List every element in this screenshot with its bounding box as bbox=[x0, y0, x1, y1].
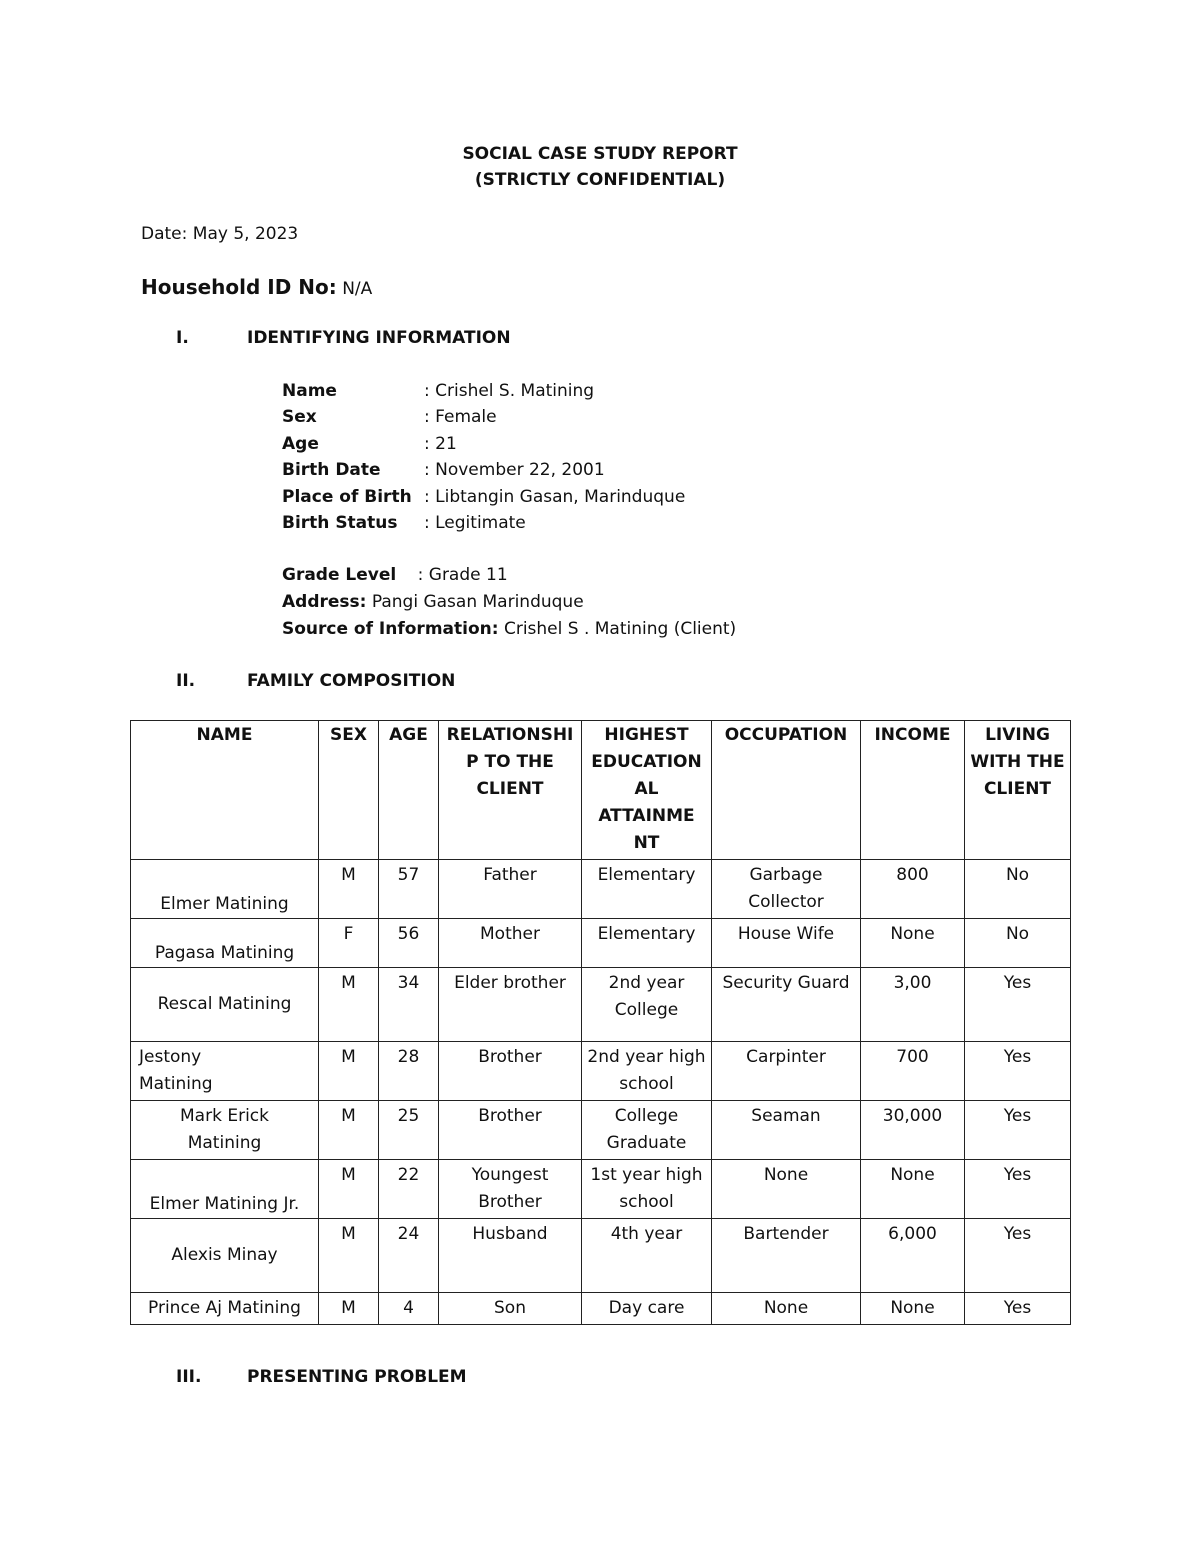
member-income: 30,000 bbox=[861, 1101, 965, 1160]
section-title: IDENTIFYING INFORMATION bbox=[247, 328, 511, 348]
member-living-with-client: Yes bbox=[965, 1160, 1071, 1219]
info-label-age: Age bbox=[282, 434, 319, 454]
info-value-name: : Crishel S. Matining bbox=[424, 381, 595, 401]
table-row bbox=[131, 968, 1071, 1042]
member-living-with-client: No bbox=[965, 860, 1071, 919]
member-sex: F bbox=[319, 919, 379, 968]
member-sex: M bbox=[319, 1042, 379, 1101]
info-value-birth-status: : Legitimate bbox=[424, 513, 526, 533]
column-header-relationship: RELATIONSHI P TO THE CLIENT bbox=[439, 721, 582, 860]
member-living-with-client: Yes bbox=[965, 1219, 1071, 1293]
member-occupation: None bbox=[712, 1293, 861, 1325]
table-row bbox=[131, 919, 1071, 968]
table-row bbox=[131, 1042, 1071, 1101]
member-income: 6,000 bbox=[861, 1219, 965, 1293]
member-education: 2nd year high school bbox=[582, 1042, 712, 1101]
member-name: Elmer Matining bbox=[131, 860, 319, 919]
member-occupation: House Wife bbox=[712, 919, 861, 968]
source-label: Source of Information: bbox=[282, 619, 499, 639]
grade-level-line bbox=[282, 565, 508, 585]
table-row bbox=[131, 1160, 1071, 1219]
member-relationship: Elder brother bbox=[439, 968, 582, 1042]
member-age: 4 bbox=[379, 1293, 439, 1325]
info-label-birth-status: Birth Status bbox=[282, 513, 398, 533]
address-value: Pangi Gasan Marinduque bbox=[371, 592, 584, 612]
member-name: Rescal Matining bbox=[131, 968, 319, 1042]
member-living-with-client: Yes bbox=[965, 1042, 1071, 1101]
report-title: SOCIAL CASE STUDY REPORT bbox=[462, 144, 738, 164]
member-occupation: Seaman bbox=[712, 1101, 861, 1160]
member-sex: M bbox=[319, 1293, 379, 1325]
grade-level-label: Grade Level bbox=[282, 565, 397, 585]
member-relationship: Youngest Brother bbox=[439, 1160, 582, 1219]
member-income: None bbox=[861, 1293, 965, 1325]
date-value: May 5, 2023 bbox=[192, 224, 299, 244]
member-name: Jestony Matining bbox=[131, 1042, 319, 1101]
info-value-place-of-birth: : Libtangin Gasan, Marinduque bbox=[424, 487, 686, 507]
confidential-notice: (STRICTLY CONFIDENTIAL) bbox=[474, 170, 726, 190]
column-header-occupation: OCCUPATION bbox=[712, 721, 861, 860]
household-id-label: Household ID No: bbox=[141, 275, 337, 299]
info-value-birth-date: : November 22, 2001 bbox=[424, 460, 605, 480]
member-relationship: Father bbox=[439, 860, 582, 919]
member-education: 4th year bbox=[582, 1219, 712, 1293]
member-age: 34 bbox=[379, 968, 439, 1042]
member-name: Pagasa Matining bbox=[131, 919, 319, 968]
info-label-birth-date: Birth Date bbox=[282, 460, 381, 480]
household-id-value: N/A bbox=[342, 279, 373, 299]
table-row bbox=[131, 1293, 1071, 1325]
member-sex: M bbox=[319, 968, 379, 1042]
column-header-living-with-client: LIVING WITH THE CLIENT bbox=[965, 721, 1071, 860]
member-income: 3,00 bbox=[861, 968, 965, 1042]
section-title: FAMILY COMPOSITION bbox=[247, 671, 456, 691]
column-header-name: NAME bbox=[131, 721, 319, 860]
member-education: Elementary bbox=[582, 919, 712, 968]
member-occupation: Garbage Collector bbox=[712, 860, 861, 919]
member-occupation: Security Guard bbox=[712, 968, 861, 1042]
member-name: Alexis Minay bbox=[131, 1219, 319, 1293]
address-line bbox=[282, 592, 584, 612]
member-relationship: Son bbox=[439, 1293, 582, 1325]
source-line bbox=[282, 619, 736, 639]
info-value-age: : 21 bbox=[424, 434, 457, 454]
info-label-name: Name bbox=[282, 381, 337, 401]
section-title: PRESENTING PROBLEM bbox=[247, 1367, 467, 1387]
member-name: Mark Erick Matining bbox=[131, 1101, 319, 1160]
member-income: 700 bbox=[861, 1042, 965, 1101]
section-number: II. bbox=[176, 671, 196, 691]
member-income: None bbox=[861, 1160, 965, 1219]
member-income: 800 bbox=[861, 860, 965, 919]
member-name: Prince Aj Matining bbox=[131, 1293, 319, 1325]
member-relationship: Husband bbox=[439, 1219, 582, 1293]
grade-level-value: : Grade 11 bbox=[417, 565, 508, 585]
member-age: 22 bbox=[379, 1160, 439, 1219]
member-education: College Graduate bbox=[582, 1101, 712, 1160]
section-number: I. bbox=[176, 328, 189, 348]
member-relationship: Brother bbox=[439, 1042, 582, 1101]
member-relationship: Brother bbox=[439, 1101, 582, 1160]
member-age: 57 bbox=[379, 860, 439, 919]
member-age: 24 bbox=[379, 1219, 439, 1293]
member-relationship: Mother bbox=[439, 919, 582, 968]
member-age: 25 bbox=[379, 1101, 439, 1160]
member-living-with-client: Yes bbox=[965, 1101, 1071, 1160]
member-occupation: Carpinter bbox=[712, 1042, 861, 1101]
household-id-line bbox=[141, 275, 372, 299]
member-age: 28 bbox=[379, 1042, 439, 1101]
table-row bbox=[131, 1101, 1071, 1160]
member-age: 56 bbox=[379, 919, 439, 968]
column-header-sex: SEX bbox=[319, 721, 379, 860]
address-label: Address: bbox=[282, 592, 367, 612]
info-value-sex: : Female bbox=[424, 407, 497, 427]
column-header-income: INCOME bbox=[861, 721, 965, 860]
member-sex: M bbox=[319, 1101, 379, 1160]
member-sex: M bbox=[319, 1219, 379, 1293]
member-sex: M bbox=[319, 1160, 379, 1219]
member-living-with-client: Yes bbox=[965, 1293, 1071, 1325]
member-income: None bbox=[861, 919, 965, 968]
table-row bbox=[131, 1219, 1071, 1293]
table-row bbox=[131, 860, 1071, 919]
date-line bbox=[141, 224, 298, 244]
info-label-place-of-birth: Place of Birth bbox=[282, 487, 412, 507]
member-education: 2nd year College bbox=[582, 968, 712, 1042]
member-education: 1st year high school bbox=[582, 1160, 712, 1219]
column-header-education: HIGHEST EDUCATION AL ATTAINME NT bbox=[582, 721, 712, 860]
source-value: Crishel S . Matining (Client) bbox=[503, 619, 737, 639]
info-label-sex: Sex bbox=[282, 407, 317, 427]
member-education: Elementary bbox=[582, 860, 712, 919]
member-sex: M bbox=[319, 860, 379, 919]
member-occupation: Bartender bbox=[712, 1219, 861, 1293]
family-composition-table bbox=[130, 720, 1071, 1325]
table-header-row bbox=[131, 721, 1071, 860]
member-name: Elmer Matining Jr. bbox=[131, 1160, 319, 1219]
member-living-with-client: No bbox=[965, 919, 1071, 968]
section-number: III. bbox=[176, 1367, 202, 1387]
date-label: Date: bbox=[141, 224, 188, 244]
column-header-age: AGE bbox=[379, 721, 439, 860]
member-living-with-client: Yes bbox=[965, 968, 1071, 1042]
member-education: Day care bbox=[582, 1293, 712, 1325]
member-occupation: None bbox=[712, 1160, 861, 1219]
